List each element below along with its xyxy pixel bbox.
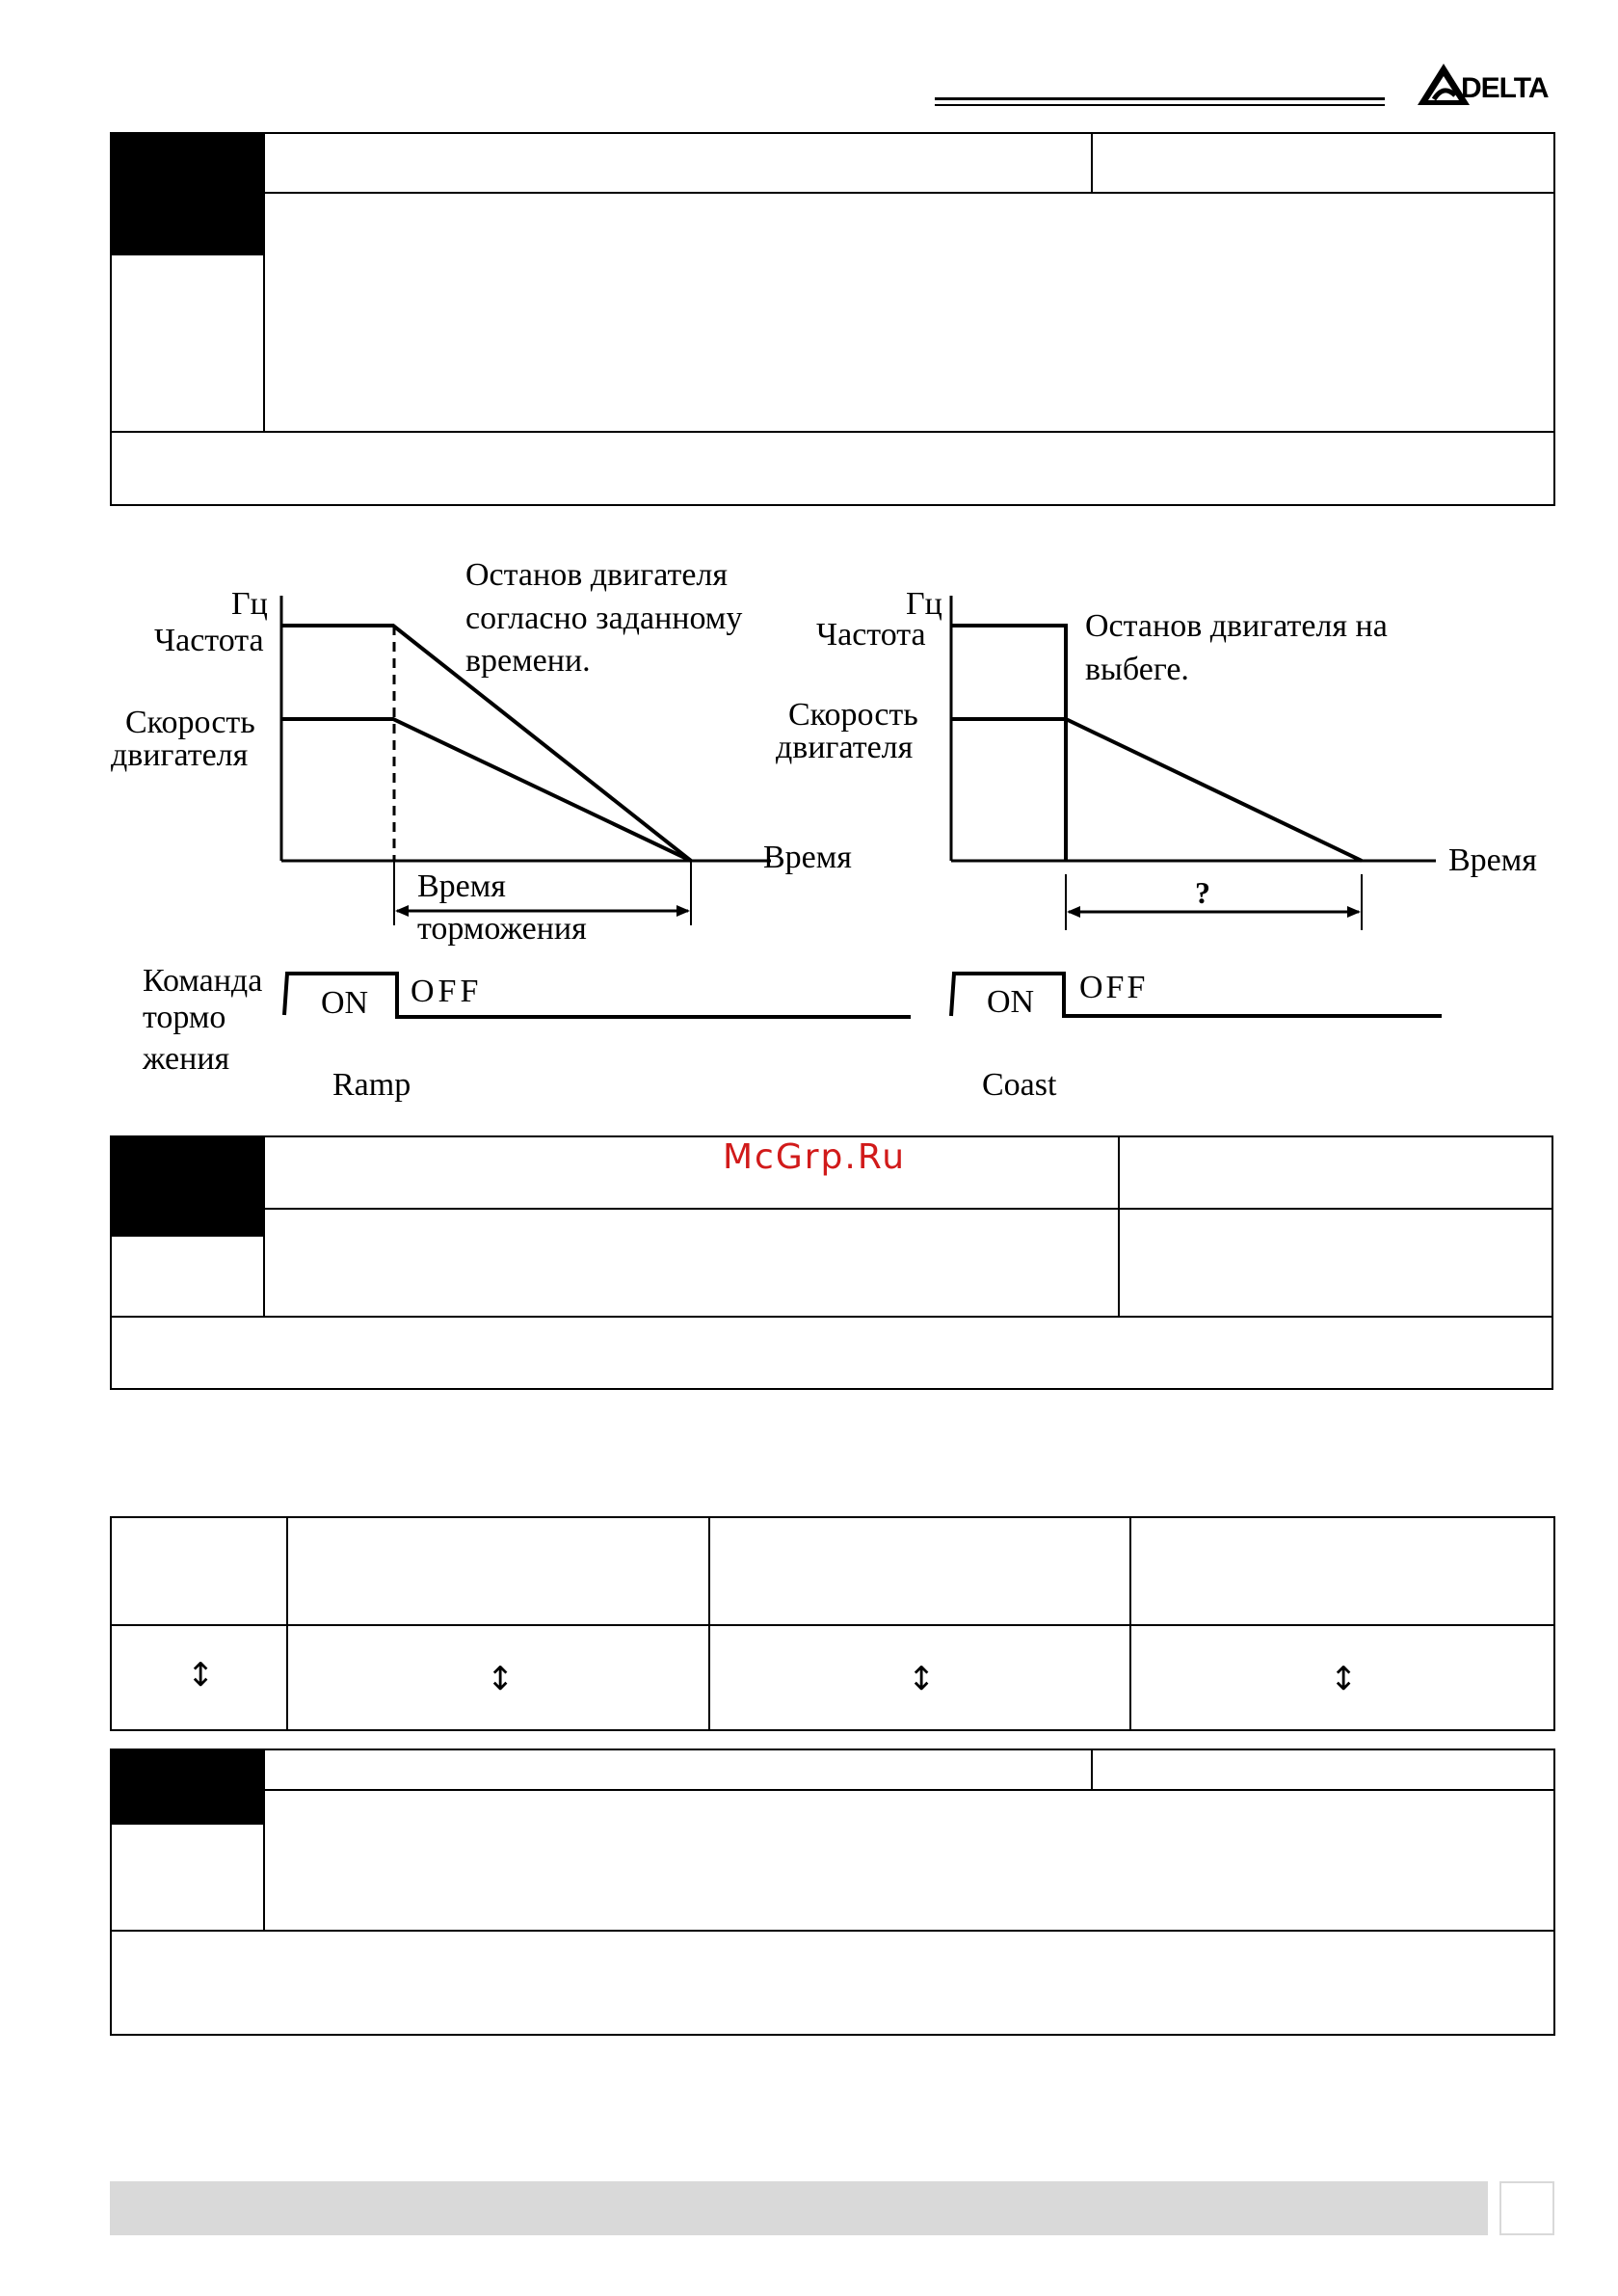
settings-table-col-divider-2 xyxy=(708,1516,710,1731)
param-block-2-title-rule xyxy=(263,1208,1553,1210)
param-block-2-title-split xyxy=(1118,1135,1120,1317)
ramp-note-line-3: времени. xyxy=(465,643,591,679)
stop-method-diagram xyxy=(0,540,1618,1118)
settings-table-cell-4: ↕ xyxy=(1330,1660,1358,1698)
ramp-time-label: Время xyxy=(763,840,852,875)
param-block-2-divider-v xyxy=(263,1135,265,1317)
settings-table-cell-2: ↕ xyxy=(487,1660,515,1698)
coast-speed-line xyxy=(951,719,1362,861)
ramp-on-label: ON xyxy=(321,985,369,1021)
ramp-note-line-1: Останов двигателя xyxy=(465,557,729,593)
param-block-3-divider-v xyxy=(263,1749,265,1931)
settings-table-cell-3: ↕ xyxy=(908,1660,936,1698)
ramp-command-signal xyxy=(284,974,911,1017)
coast-unknown-time: ? xyxy=(1195,875,1210,910)
ramp-decel-label-1: Время xyxy=(417,868,506,904)
param-block-2-code-cell xyxy=(110,1135,264,1237)
coast-mode-label: Coast xyxy=(982,1067,1057,1103)
param-block-1-title-split xyxy=(1091,132,1093,193)
coast-time-label: Время xyxy=(1448,842,1537,878)
param-block-3-code-cell xyxy=(110,1749,264,1825)
ramp-decel-arrowhead-left xyxy=(395,905,409,917)
ramp-mode-label: Ramp xyxy=(332,1067,411,1103)
ramp-frequency-label: Частота xyxy=(154,623,264,658)
param-block-1-code-cell xyxy=(110,132,264,255)
ramp-speed-label-2: двигателя xyxy=(111,737,249,773)
ramp-decel-arrowhead-right xyxy=(676,905,690,917)
header-rule-bottom xyxy=(935,104,1385,106)
ramp-speed-line xyxy=(281,719,691,861)
coast-stop-arrowhead-right xyxy=(1347,906,1361,918)
settings-table-col-divider-1 xyxy=(286,1516,288,1731)
delta-logo xyxy=(1415,61,1557,109)
brand-name: DELTA xyxy=(1461,72,1549,104)
coast-on-label: ON xyxy=(987,984,1035,1020)
param-block-1 xyxy=(110,132,1555,506)
settings-table-col-divider-3 xyxy=(1129,1516,1131,1731)
coast-note-line-1: Останов двигателя на xyxy=(1085,608,1388,644)
footer-bar xyxy=(110,2181,1488,2235)
ramp-decel-label-2: торможения xyxy=(417,911,587,947)
coast-frequency-label: Частота xyxy=(816,617,926,653)
watermark-text: McGrp.Ru xyxy=(723,1137,907,1177)
coast-stop-arrowhead-left xyxy=(1067,906,1080,918)
ramp-note-line-2: согласно заданному xyxy=(465,601,743,636)
param-block-3-footer-rule xyxy=(110,1930,1555,1932)
coast-off-label: OFF xyxy=(1079,970,1149,1005)
coast-frequency-line xyxy=(951,626,1066,861)
ramp-off-label: OFF xyxy=(411,974,483,1009)
ramp-command-label-3: жения xyxy=(143,1041,230,1077)
param-block-3-title-split xyxy=(1091,1749,1093,1790)
header-rule-top xyxy=(935,97,1385,100)
param-block-1-footer-rule xyxy=(110,431,1555,433)
ramp-command-label-1: Команда xyxy=(143,963,263,999)
settings-table-row-divider xyxy=(110,1624,1555,1626)
param-block-3 xyxy=(110,1749,1555,2036)
coast-hz-label: Гц xyxy=(906,586,942,622)
page-number-box xyxy=(1499,2181,1554,2235)
ramp-speed-label-1: Скорость xyxy=(125,705,255,740)
coast-note-line-2: выбеге. xyxy=(1085,652,1189,687)
settings-table-cell-1: ↕ xyxy=(187,1656,215,1695)
param-block-2-footer-rule xyxy=(110,1316,1553,1318)
param-block-3-title-rule xyxy=(263,1789,1555,1791)
coast-speed-label-1: Скорость xyxy=(788,697,918,733)
param-block-1-divider-v xyxy=(263,132,265,432)
coast-speed-label-2: двигателя xyxy=(776,730,914,765)
ramp-hz-label: Гц xyxy=(231,586,268,622)
param-block-1-title-rule xyxy=(263,192,1555,194)
ramp-command-label-2: тормо xyxy=(143,1000,226,1035)
